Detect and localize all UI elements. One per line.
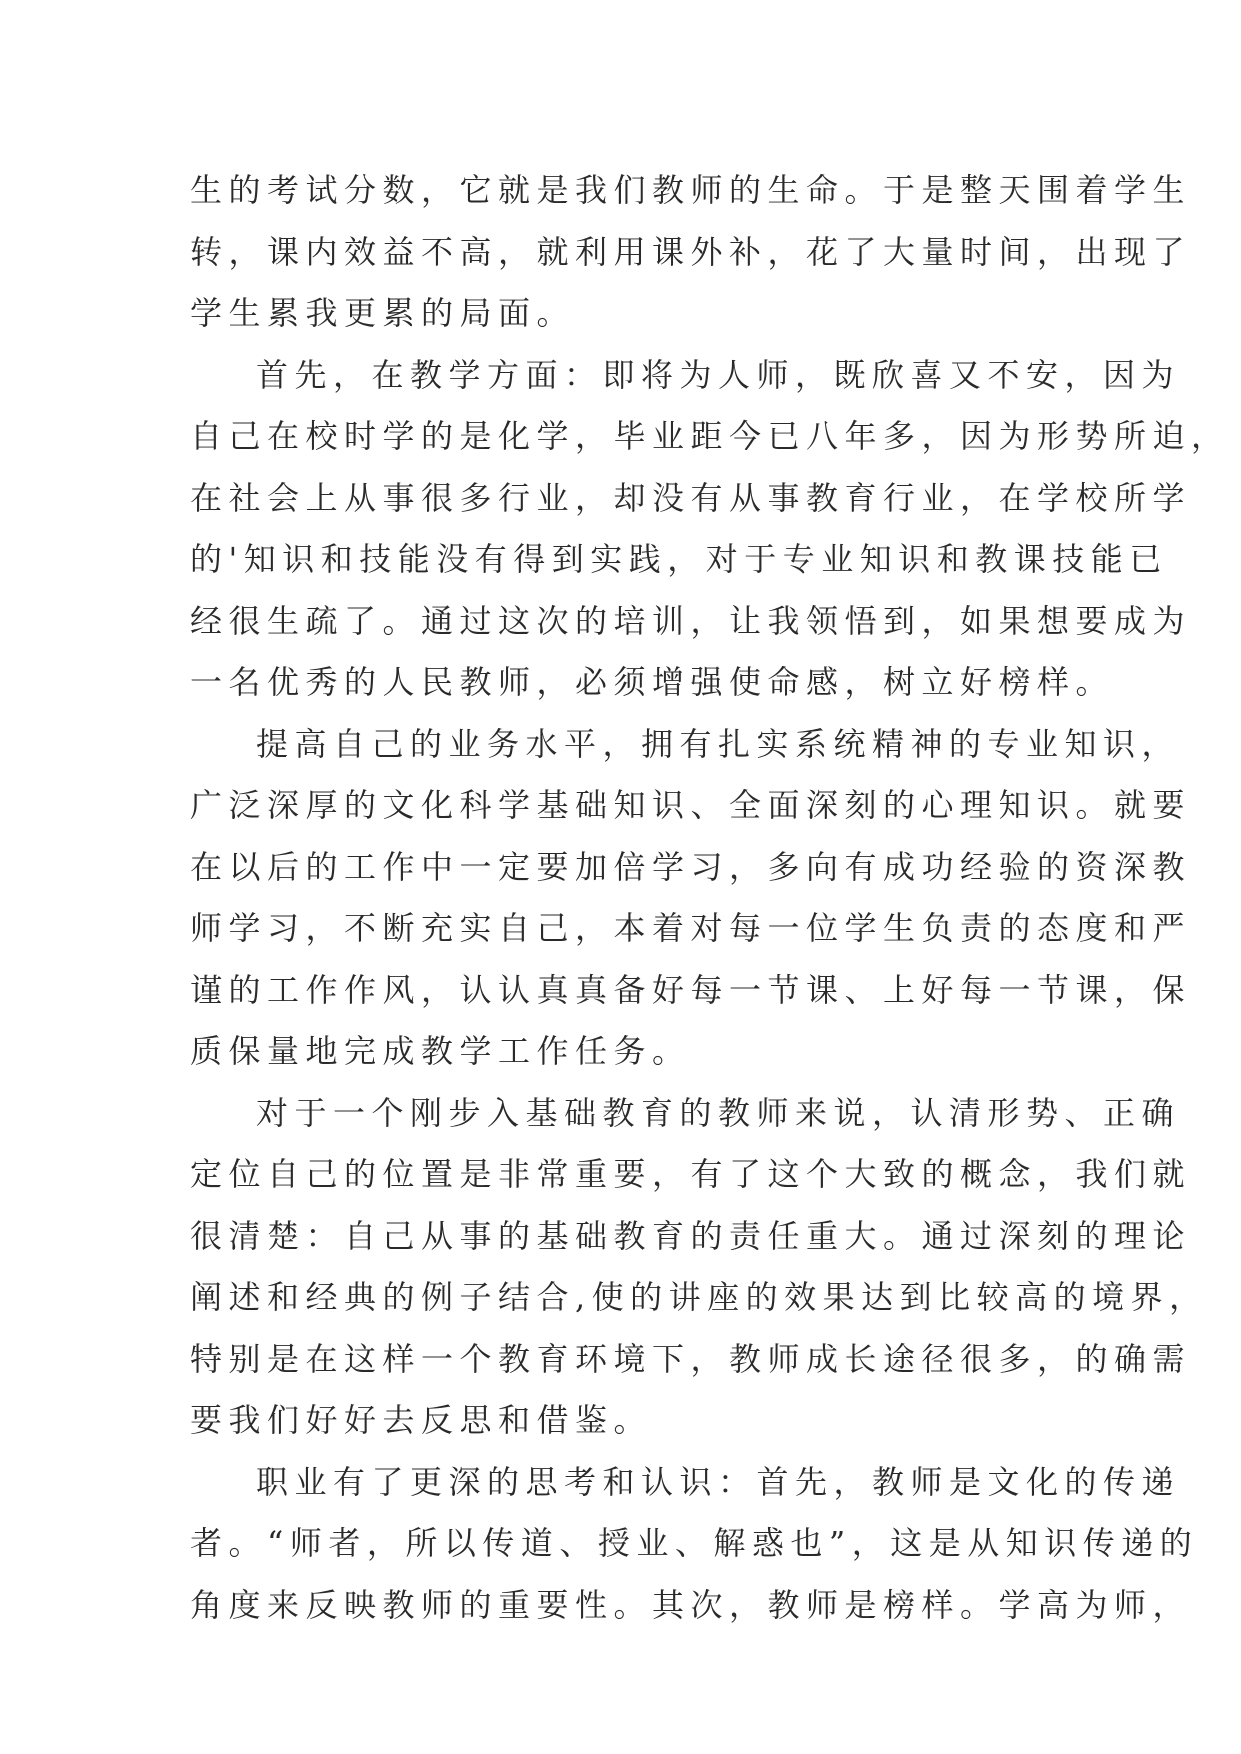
text-line: 师学习，不断充实自己，本着对每一位学生负责的态度和严 [190,909,1192,947]
text-line: 广泛深厚的文化科学基础知识、全面深刻的心理知识。就要 [190,786,1192,824]
text-line: 职业有了更深的思考和认识：首先，教师是文化的传递 [256,1462,1181,1501]
text-line: 在社会上从事很多行业，却没有从事教育行业，在学校所学 [190,478,1192,517]
text-line: 生的考试分数，它就是我们教师的生命。于是整天围着学生 [190,171,1192,209]
text-line: 经很生疏了。通过这次的培训，让我领悟到，如果想要成为 [190,601,1192,640]
text-line: 阐述和经典的例子结合,使的讲座的效果达到比较高的境界， [190,1278,1208,1316]
text-line: 谨的工作作风，认认真真备好每一节课、上好每一节课，保 [190,970,1192,1009]
text-line: 要我们好好去反思和借鉴。 [190,1401,653,1439]
text-line: 特别是在这样一个教育环境下，教师成长途径很多，的确需 [190,1339,1192,1378]
document-body [190,160,1230,1636]
paragraph-3 [190,714,1192,1083]
text-line: 很清楚：自己从事的基础教育的责任重大。通过深刻的理论 [190,1216,1192,1255]
paragraph-5 [190,1452,1199,1637]
text-line: 学生累我更累的局面。 [190,294,576,332]
text-line: 一名优秀的人民教师，必须增强使命感，树立好榜样。 [190,663,1115,701]
text-line: 者。“师者，所以传道、授业、解惑也”，这是从知识传递的 [190,1524,1199,1562]
text-line: 质保量地完成教学工作任务。 [190,1032,691,1070]
text-line: 对于一个刚步入基础教育的教师来说，认清形势、正确 [256,1093,1181,1132]
text-line: 在以后的工作中一定要加倍学习，多向有成功经验的资深教 [190,847,1192,886]
paragraph-1 [190,160,1192,345]
text-line: 提高自己的业务水平，拥有扎实系统精神的专业知识， [256,724,1181,763]
text-line: 转，课内效益不高，就利用课外补，花了大量时间，出现了 [190,232,1192,271]
paragraph-4 [190,1083,1208,1452]
text-line: 角度来反映教师的重要性。其次，教师是榜样。学高为师， [190,1585,1192,1624]
text-line: 自己在校时学的是化学，毕业距今已八年多，因为形势所迫， [190,417,1230,455]
text-line: 首先，在教学方面：即将为人师，既欣喜又不安，因为 [256,355,1181,394]
text-line: 定位自己的位置是非常重要，有了这个大致的概念，我们就 [190,1155,1192,1193]
paragraph-2 [190,345,1230,714]
text-line: 的'知识和技能没有得到实践，对于专业知识和教课技能已 [190,540,1168,578]
